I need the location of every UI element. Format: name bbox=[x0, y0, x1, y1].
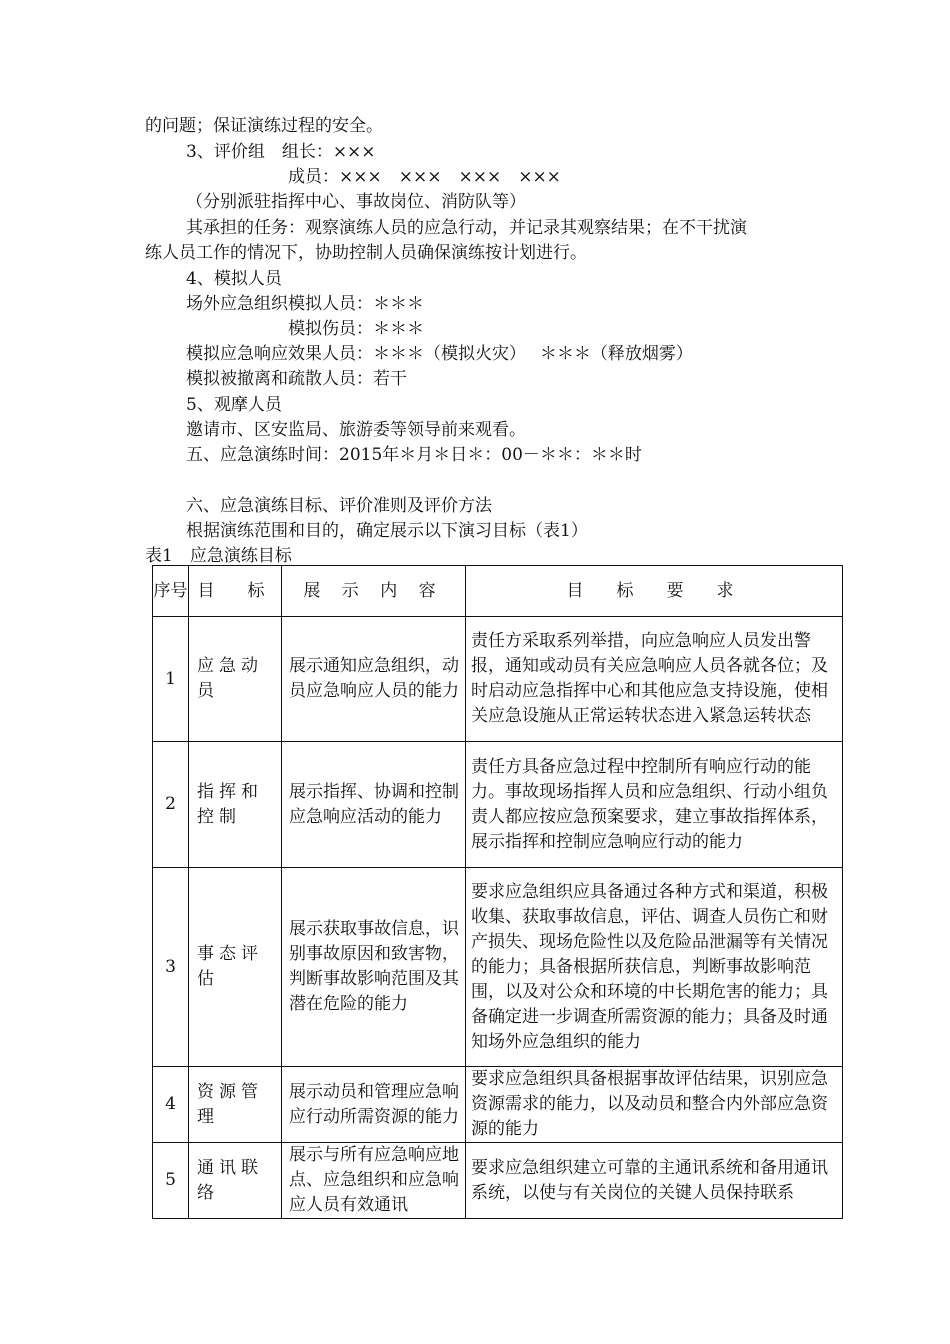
table-cell: 要求应急组织具备根据事故评估结果，识别应急资源需求的能力，以及动员和整合内外部应急资源的能力 bbox=[466, 1067, 843, 1143]
table-cell: 指挥和控制 bbox=[189, 742, 282, 868]
table-row bbox=[153, 1143, 843, 1219]
table-cell: 事态评估 bbox=[189, 868, 282, 1067]
text-line: （分别派驻指挥中心、事故岗位、消防队等） bbox=[186, 192, 526, 212]
text-line: 根据演练范围和目的，确定展示以下演习目标（表1） bbox=[186, 521, 588, 541]
section-heading: 六、应急演练目标、评价准则及评价方法 bbox=[186, 496, 492, 516]
goals-table bbox=[152, 565, 843, 1219]
table-cell: 展示指挥、协调和控制应急响应活动的能力 bbox=[282, 742, 466, 868]
table-cell: 应急动员 bbox=[189, 617, 282, 742]
table-cell: 4 bbox=[153, 1067, 189, 1143]
text-line: 其承担的任务：观察演练人员的应急行动，并记录其观察结果；在不干扰演 bbox=[186, 218, 747, 238]
table-header-row bbox=[153, 566, 843, 617]
table-row bbox=[153, 617, 843, 742]
table-cell: 通讯联络 bbox=[189, 1143, 282, 1219]
text-line: 练人员工作的情况下，协助控制人员确保演练按计划进行。 bbox=[145, 243, 587, 263]
table-row bbox=[153, 868, 843, 1067]
table-cell: 资源管理 bbox=[189, 1067, 282, 1143]
table-cell: 展示动员和管理应急响应行动所需资源的能力 bbox=[282, 1067, 466, 1143]
table-cell: 责任方具备应急过程中控制所有响应行动的能力。事故现场指挥人员和应急组织、行动小组负责人都应按应急预案要求，建立事故指挥体系，展示指挥和控制应急响应行动的能力 bbox=[466, 742, 843, 868]
table-cell: 2 bbox=[153, 742, 189, 868]
table-row bbox=[153, 1067, 843, 1143]
text-line: 5、观摩人员 bbox=[186, 395, 282, 415]
text-line: 场外应急组织模拟人员：＊＊＊ bbox=[186, 294, 424, 314]
header-cell: 目 标 bbox=[189, 566, 282, 617]
text-line: 3、评价组 组长：××× bbox=[186, 142, 376, 162]
table-caption: 表1 应急演练目标 bbox=[145, 546, 292, 566]
text-line: 五、应急演练时间：2015年＊月＊日＊：00－＊＊：＊＊时 bbox=[186, 445, 642, 465]
text-line: 模拟被撤离和疏散人员：若干 bbox=[186, 369, 407, 389]
text-line: 成员：××× ××× ××× ××× bbox=[288, 167, 561, 187]
table-cell: 展示与所有应急响应地点、应急组织和应急响应人员有效通讯 bbox=[282, 1143, 466, 1219]
header-cell: 序号 bbox=[153, 566, 189, 617]
text-line: 模拟应急响应效果人员：＊＊＊（模拟火灾） ＊＊＊（释放烟雾） bbox=[186, 344, 693, 364]
table-cell: 5 bbox=[153, 1143, 189, 1219]
table-row bbox=[153, 742, 843, 868]
table-cell: 要求应急组织应具备通过各种方式和渠道，积极收集、获取事故信息，评估、调查人员伤亡和财产损失、现场危险性以及危险品泄漏等有关情况的能力；具备根据所获信息，判断事故影响范围，以及对公众和环境的中长期危害的能力；具备确定进一步调查所需资源的能力；具备及时通知场外应急组织的能力 bbox=[466, 868, 843, 1067]
text-line: 的问题；保证演练过程的安全。 bbox=[145, 116, 383, 136]
table-cell: 责任方采取系列举措，向应急响应人员发出警报，通知或动员有关应急响应人员各就各位；及时启动应急指挥中心和其他应急支持设施，使相关应急设施从正常运转状态进入紧急运转状态 bbox=[466, 617, 843, 742]
text-line: 4、模拟人员 bbox=[186, 269, 282, 289]
table-cell: 要求应急组织建立可靠的主通讯系统和备用通讯系统，以使与有关岗位的关键人员保持联系 bbox=[466, 1143, 843, 1219]
header-cell: 目 标 要 求 bbox=[466, 566, 843, 617]
table-cell: 展示通知应急组织，动员应急响应人员的能力 bbox=[282, 617, 466, 742]
text-line: 模拟伤员：＊＊＊ bbox=[288, 319, 424, 339]
text-line: 邀请市、区安监局、旅游委等领导前来观看。 bbox=[186, 420, 526, 440]
table-cell: 展示获取事故信息，识别事故原因和致害物，判断事故影响范围及其潜在危险的能力 bbox=[282, 868, 466, 1067]
table-cell: 1 bbox=[153, 617, 189, 742]
header-cell: 展 示 内 容 bbox=[282, 566, 466, 617]
table-cell: 3 bbox=[153, 868, 189, 1067]
